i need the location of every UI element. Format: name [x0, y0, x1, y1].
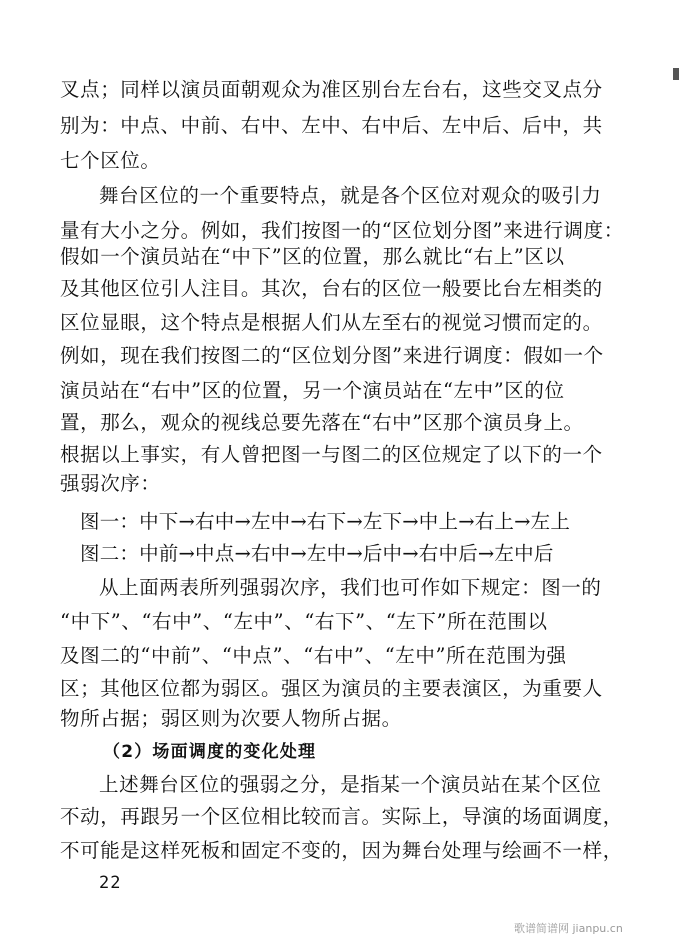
section-heading: （2）场面调度的变化处理 — [103, 742, 317, 762]
text-line-13: 强弱次序： — [60, 472, 161, 495]
text-line-16: 及图二的“中前”、“中点”、“右中”、“左中”所在范围为强 — [60, 644, 567, 667]
site-watermark: 歌谱简谱网 jianpu.cn — [514, 922, 623, 935]
text-line-2: 别为：中点、中前、右中、左中、右中后、左中后、后中，共 — [60, 114, 603, 137]
text-line-5: 量有大小之分。例如，我们按图一的“区位划分图”来进行调度： — [60, 219, 624, 242]
text-line-18: 物所占据；弱区则为次要人物所占据。 — [60, 707, 402, 730]
text-line-20: 不动，再跟另一个区位相比较而言。实际上，导演的场面调度， — [60, 805, 623, 828]
text-line-11: 置，那么，观众的视线总要先落在“右中”区那个演员身上。 — [60, 411, 584, 434]
text-line-19: 上述舞台区位的强弱之分，是指某一个演员站在某个区位 — [99, 773, 602, 796]
text-line-9: 例如，现在我们按图二的“区位划分图”来进行调度：假如一个 — [60, 344, 604, 367]
text-line-8: 区位显眼，这个特点是根据人们从左至右的视觉习惯而定的。 — [60, 311, 603, 334]
text-line-1: 叉点；同样以演员面朝观众为准区别台左台右，这些交叉点分 — [60, 78, 603, 101]
text-line-14: 从上面两表所列强弱次序，我们也可作如下规定：图一的 — [99, 576, 602, 599]
text-line-17: 区；其他区位都为弱区。强区为演员的主要表演区，为重要人 — [60, 677, 603, 700]
text-line-15: “中下”、“右中”、“左中”、“右下”、“左下”所在范围以 — [60, 610, 548, 633]
text-line-7: 及其他区位引人注目。其次，台右的区位一般要比台左相类的 — [60, 277, 603, 300]
sequence-line-1: 图一：中下→右中→左中→右下→左下→中上→右上→左上 — [80, 510, 571, 533]
text-line-4: 舞台区位的一个重要特点，就是各个区位对观众的吸引力 — [99, 184, 602, 207]
text-line-12: 根据以上事实，有人曾把图一与图二的区位规定了以下的一个 — [60, 443, 603, 466]
sequence-line-2: 图二：中前→中点→右中→左中→后中→右中后→左中后 — [80, 542, 554, 565]
text-line-3: 七个区位。 — [60, 149, 161, 172]
text-line-10: 演员站在“右中”区的位置，另一个演员站在“左中”区的位 — [60, 379, 565, 402]
text-line-6: 假如一个演员站在“中下”区的位置，那么就比“右上”区以 — [60, 245, 565, 268]
text-line-21: 不可能是这样死板和固定不变的，因为舞台处理与绘画不一样， — [60, 839, 623, 862]
page-number: 22 — [99, 873, 122, 893]
